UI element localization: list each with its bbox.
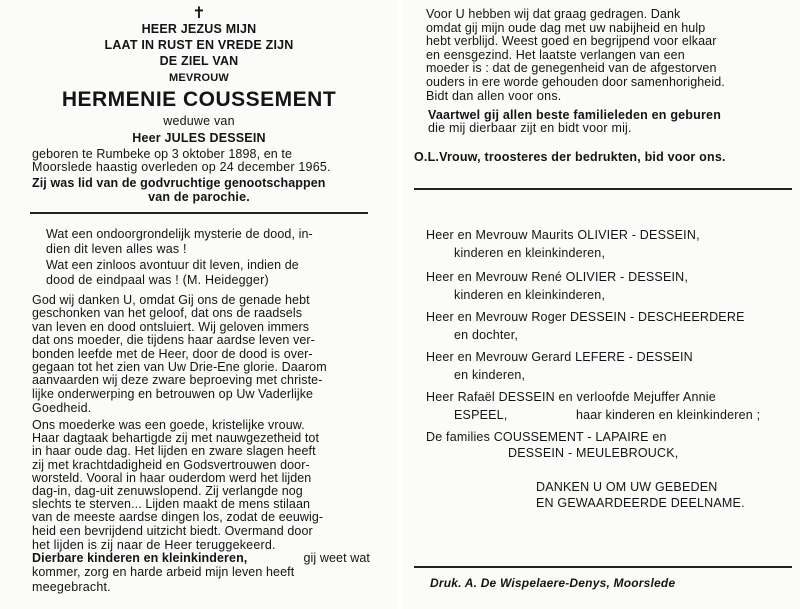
paragraph-line: omdat gij mijn oude dag met uw nabijheid en hulp: [426, 20, 706, 35]
cross-icon: ✝: [192, 3, 206, 22]
family-line: kinderen en kleinkinderen,: [454, 288, 606, 302]
paragraph-line: hebt verblijd. Weest goed en begrijpend voor elkaar: [426, 34, 717, 48]
paragraph-line: dag-in, dag-uit zenuwslopend. Zij verlangde nog: [32, 484, 303, 498]
family-line: Heer en Mevrouw René OLIVIER - DESSEIN,: [426, 270, 689, 284]
right-page: [402, 0, 800, 609]
paragraph-5-rest: gij weet wat: [303, 551, 370, 565]
paragraph-line: dien dit leven alles was !: [46, 242, 187, 256]
paragraph-line: ouders in ere worde gehouden door samenhorigheid.: [426, 74, 725, 89]
divider: [414, 188, 792, 190]
paragraph-line: in haar oude dag. Het lijden en zware slagen heeft: [32, 444, 316, 459]
divider: [414, 566, 792, 568]
paragraph-line: zij met krachtdadigheid en Godsvertrouwen door-: [32, 457, 310, 472]
paragraph-line: Wat een ondoorgrondelijk mysterie de dood, in-: [46, 227, 313, 241]
family-line: en dochter,: [454, 328, 519, 342]
member-line-1: Zij was lid van de godvruchtige genootschappen: [32, 176, 326, 190]
farewell-line-1: Vaartwel gij allen beste familieleden en geburen: [428, 108, 722, 122]
paragraph-line: moeder is : dat de genegenheid van de afgestorven: [426, 61, 717, 75]
family-line: Heer Rafaël DESSEIN en verloofde Mejuffer Annie: [426, 390, 716, 404]
family-line: DESSEIN - MEULEBROUCK,: [508, 446, 679, 460]
paragraph-line: Goedheid.: [32, 401, 92, 416]
family-line: Heer en Mevrouw Maurits OLIVIER - DESSEIN,: [426, 228, 700, 242]
paragraph-line: lijke onderwerping en betrouwen op Uw Vaderlijke: [32, 386, 314, 401]
paragraph-line: het lijden is zij naar de Heer teruggekeerd.: [32, 537, 276, 552]
paragraph-line: van de meeste aardse dingen los, zodat de eeuwig-: [32, 510, 324, 525]
husband-name: Heer JULES DESSEIN: [132, 131, 266, 145]
paragraph-line: Ons moederke was een goede, kristelijke vrouw.: [32, 418, 305, 432]
paragraph-line: gegaan tot het zien van Uw Drie-Ene glorie. Daarom: [32, 360, 327, 374]
thanks-line-1: DANKEN U OM UW GEBEDEN: [536, 480, 718, 494]
title-prefix: MEVROUW: [168, 72, 230, 84]
paragraph-line: kommer, zorg en harde arbeid mijn leven heeft: [32, 565, 295, 579]
paragraph-line: bonden leefde met de Heer, door de dood is over-: [32, 346, 313, 361]
born-line-1: geboren te Rumbeke op 3 oktober 1898, en te: [32, 147, 293, 161]
farewell-line-2: die mij dierbaar zijt en bidt voor mij.: [428, 121, 632, 135]
paragraph-line: en eensgezind. Het laatste verlangen van een: [426, 47, 685, 62]
family-line: De families COUSSEMENT - LAPAIRE en: [426, 430, 667, 444]
paragraph-line: geschonken van het geloof, dat ons de raadsels: [32, 306, 303, 321]
printer-line: Druk. A. De Wispelaere-Denys, Moorslede: [430, 576, 676, 590]
deceased-name: HERMENIE COUSSEMENT: [61, 88, 337, 111]
paragraph-line: aanvaarden wij deze zware beproeving met christe-: [32, 373, 323, 388]
prayer-line: O.L.Vrouw, troosteres der bedrukten, bid voor ons.: [414, 150, 726, 164]
left-page: [0, 0, 398, 609]
paragraph-5-bold: Dierbare kinderen en kleinkinderen,: [32, 551, 248, 565]
paragraph-line: Haar dagtaak behartigde zij met nauwgezetheid tot: [32, 431, 320, 446]
paragraph-5-first-line: [32, 552, 370, 566]
header-line-1: HEER JEZUS MIJN: [141, 22, 257, 36]
header-line-2: LAAT IN RUST EN VREDE ZIJN: [104, 38, 294, 52]
paragraph-line: slechts te sterven... Lijden maakt de mens stilaan: [32, 497, 311, 512]
header-line-3: DE ZIEL VAN: [159, 54, 239, 68]
thanks-line-2: EN GEWAARDEERDE DEELNAME.: [536, 496, 745, 510]
paragraph-line: worsteld. Vooral in haar ouderdom werd het lijden: [32, 470, 312, 485]
paragraph-line: meegebracht.: [32, 579, 111, 594]
paragraph-line: Voor U hebben wij dat graag gedragen. Dank: [426, 7, 681, 21]
family-line: haar kinderen en kleinkinderen ;: [576, 408, 761, 422]
family-line: Heer en Mevrouw Roger DESSEIN - DESCHEERDERE: [426, 310, 745, 324]
paragraph-line: dood de eindpaal was ! (M. Heidegger): [46, 273, 269, 287]
paragraph-line: God wij danken U, omdat Gij ons de genade hebt: [32, 293, 310, 307]
paragraph-line: van leven en dood ontsluiert. Wij geloven immers: [32, 319, 310, 334]
family-line: Heer en Mevrouw Gerard LEFERE - DESSEIN: [426, 350, 693, 364]
paragraph-line: heid een bevrijdend uitzicht biedt. Overmand door: [32, 523, 313, 538]
paragraph-line: dat ons moeder, die tijdens haar aardse leven ver-: [32, 333, 315, 348]
widow-line: weduwe van: [163, 114, 235, 128]
paragraph-line: Bidt dan allen voor ons.: [426, 89, 562, 103]
family-line: ESPEEL,: [454, 408, 508, 422]
paragraph-line: Wat een zinloos avontuur dit leven, indien de: [46, 258, 299, 272]
divider: [30, 212, 368, 214]
family-line: kinderen en kleinkinderen,: [454, 246, 606, 260]
born-line-2: Moorslede haastig overleden op 24 december 1965.: [32, 160, 331, 174]
family-line: en kinderen,: [454, 368, 526, 382]
member-line-2: van de parochie.: [148, 190, 250, 204]
